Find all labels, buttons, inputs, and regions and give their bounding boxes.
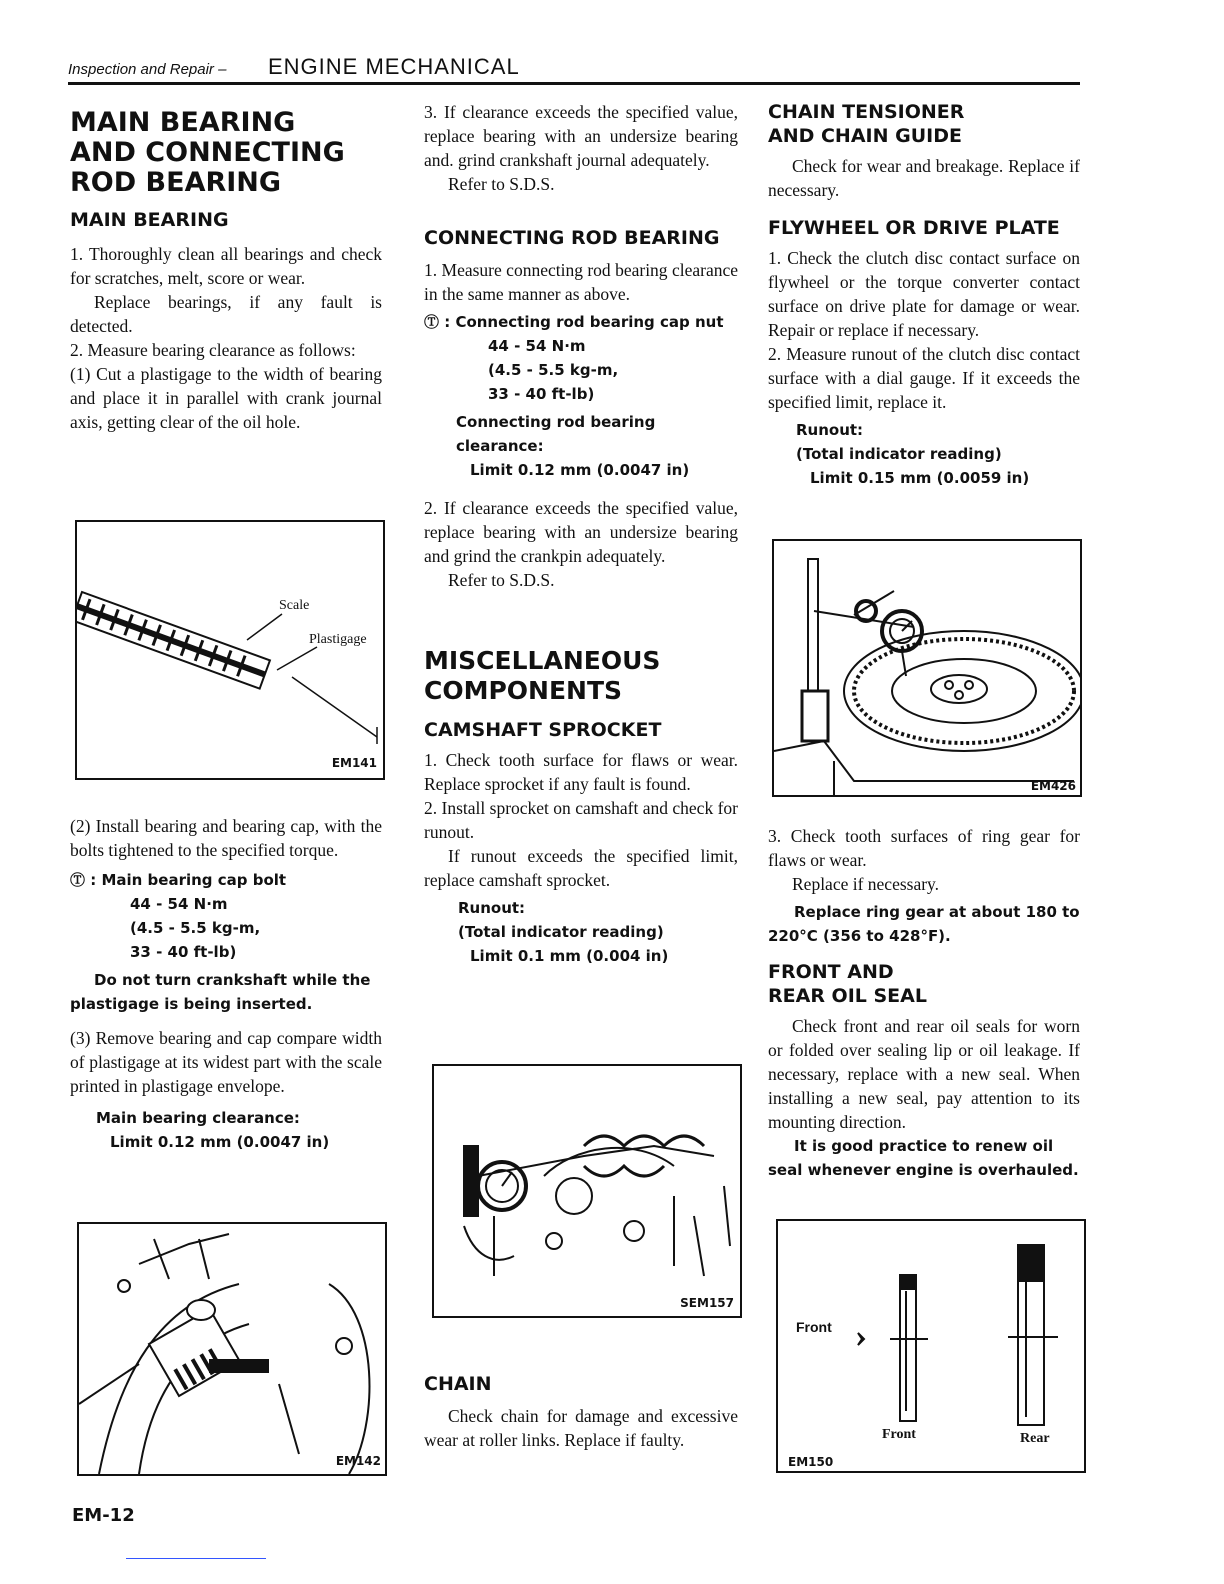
column-3-lower (768, 824, 1080, 1182)
subheading-connecting-rod-bearing: CONNECTING ROD BEARING (424, 227, 720, 249)
paragraph: 1. Thoroughly clean all bearings and check for scratches, melt, score or wear. (70, 244, 382, 288)
chapter-title: ENGINE MECHANICAL (268, 54, 520, 79)
subheading-chain-tensioner: CHAIN TENSIONER (768, 101, 965, 123)
flywheel-dial-gauge-illustration (774, 541, 1080, 795)
runout-value: Limit 0.1 mm (0.004 in) (470, 947, 669, 965)
runout-sub: (Total indicator reading) (796, 445, 1002, 463)
section-label: Inspection and Repair – (68, 61, 227, 78)
section-title-line: ROD BEARING (70, 167, 282, 198)
column-3 (768, 100, 1080, 490)
clearance-label: Connecting rod bearing clearance: (456, 413, 656, 455)
torque-value: 44 - 54 N·m (130, 895, 228, 913)
reference: Refer to S.D.S. (448, 174, 555, 194)
runout-sub: (Total indicator reading) (458, 923, 664, 941)
section-title-line: COMPONENTS (424, 676, 623, 705)
subheading-camshaft-sprocket: CAMSHAFT SPROCKET (424, 719, 662, 741)
subheading-chain-tensioner: AND CHAIN GUIDE (768, 125, 962, 147)
column-2 (424, 100, 738, 968)
subheading-chain: CHAIN (424, 1373, 492, 1395)
paragraph: Replace if necessary. (792, 874, 940, 894)
paragraph: (3) Remove bearing and cap compare width of plastigage at its widest part with the scale printed in plastigage envelope. (70, 1028, 382, 1096)
label-plastigage: Plastigage (309, 632, 367, 647)
paragraph: 1. Measure connecting rod bearing clearance in the same manner as above. (424, 260, 738, 304)
crankshaft-plastigage-illustration (79, 1224, 385, 1474)
caution-note: Do not turn crankshaft while the plastigage is being inserted. (70, 971, 371, 1013)
column-1 (70, 100, 382, 434)
paragraph: (1) Cut a plastigage to the width of bearing and place it in parallel with crank journal axis, getting clear of the oil hole. (70, 364, 382, 432)
section-title-line: MAIN BEARING (70, 107, 296, 138)
figure-camshaft-runout (432, 1064, 742, 1318)
paragraph: 2. Install sprocket on camshaft and check for runout. (424, 798, 738, 842)
torque-value: 33 - 40 ft-lb) (488, 385, 595, 403)
figure-plastigage-measure (77, 1222, 387, 1476)
paragraph: 1. Check tooth surface for flaws or wear. Replace sprocket if any fault is found. (424, 750, 738, 794)
ring-gear-note: Replace ring gear at about 180 to 220°C (356 to 428°F). (768, 903, 1080, 945)
torque-value: (4.5 - 5.5 kg-m, (130, 919, 261, 937)
clearance-value: Limit 0.12 mm (0.0047 in) (470, 461, 690, 479)
paragraph: 3. Check tooth surfaces of ring gear for flaws or wear. (768, 826, 1080, 870)
paragraph: Check front and rear oil seals for worn or folded over sealing lip or oil leakage. If necessary, replace with a new seal. When installing a new seal, pay attention to its mounting direction. (768, 1016, 1080, 1132)
torque-value: 33 - 40 ft-lb) (130, 943, 237, 961)
paragraph: 3. If clearance exceeds the specified value, replace bearing with an undersize bearing and. grind crankshaft journal adequately. (424, 102, 738, 170)
oil-seal-note: It is good practice to renew oil seal whenever engine is overhauled. (768, 1137, 1079, 1179)
figure-oil-seal-direction (776, 1219, 1086, 1473)
figure-code: EM426 (1030, 779, 1076, 793)
reference: Refer to S.D.S. (448, 570, 555, 590)
section-title-line: MISCELLANEOUS (424, 646, 661, 675)
paragraph: Check for wear and breakage. Replace if necessary. (768, 156, 1080, 200)
figure-code: EM142 (335, 1454, 381, 1468)
label-front: Front (882, 1427, 916, 1442)
figure-code: SEM157 (680, 1296, 734, 1310)
label-scale: Scale (279, 598, 310, 613)
page-header (68, 52, 1080, 82)
plastigage-scale-illustration (77, 522, 383, 778)
figure-plastigage-scale (75, 520, 385, 780)
subheading-oil-seal: FRONT AND (768, 961, 894, 983)
clearance-value: Limit 0.12 mm (0.0047 in) (110, 1133, 330, 1151)
label-front-arrow: Front (796, 1319, 832, 1335)
section-title-line: AND CONNECTING (70, 137, 345, 168)
figure-flywheel-runout (772, 539, 1082, 797)
paragraph: 2. Measure runout of the clutch disc contact surface with a dial gauge. If it exceeds the specified limit, replace it. (768, 344, 1080, 412)
paragraph: Replace bearings, if any fault is detected. (70, 292, 382, 336)
paragraph: 2. Measure bearing clearance as follows: (70, 340, 356, 360)
scan-artifact-line (126, 1558, 266, 1559)
subheading-flywheel: FLYWHEEL OR DRIVE PLATE (768, 217, 1060, 239)
column-2-lower (424, 1372, 738, 1452)
camshaft-dial-gauge-illustration (434, 1066, 740, 1316)
column-1-lower (70, 814, 382, 1154)
runout-label: Runout: (796, 421, 864, 439)
runout-label: Runout: (458, 899, 526, 917)
figure-code: EM141 (331, 756, 377, 770)
clearance-label: Main bearing clearance: (96, 1109, 300, 1127)
subheading-oil-seal: REAR OIL SEAL (768, 985, 927, 1007)
paragraph: (2) Install bearing and bearing cap, with the bolts tightened to the specified torque. (70, 816, 382, 860)
figure-code: EM150 (788, 1455, 834, 1469)
torque-spec-label: Ⓣ : Main bearing cap bolt (70, 871, 287, 889)
subheading-main-bearing: MAIN BEARING (70, 209, 229, 231)
paragraph: Check chain for damage and excessive wear at roller links. Replace if faulty. (424, 1406, 738, 1450)
torque-value: 44 - 54 N·m (488, 337, 586, 355)
paragraph: 2. If clearance exceeds the specified value, replace bearing with an undersize bearing and grind the crankpin adequately. (424, 498, 738, 566)
label-rear: Rear (1020, 1431, 1050, 1446)
paragraph: If runout exceeds the specified limit, replace camshaft sprocket. (424, 846, 738, 890)
torque-value: (4.5 - 5.5 kg-m, (488, 361, 619, 379)
runout-value: Limit 0.15 mm (0.0059 in) (810, 469, 1030, 487)
paragraph: 1. Check the clutch disc contact surface on flywheel or the torque converter contact surface on drive plate for damage or wear. Repair or replace if necessary. (768, 248, 1080, 340)
torque-spec-label: Ⓣ : Connecting rod bearing cap nut (424, 313, 724, 331)
header-rule (68, 82, 1080, 85)
page-number: EM-12 (72, 1505, 135, 1526)
